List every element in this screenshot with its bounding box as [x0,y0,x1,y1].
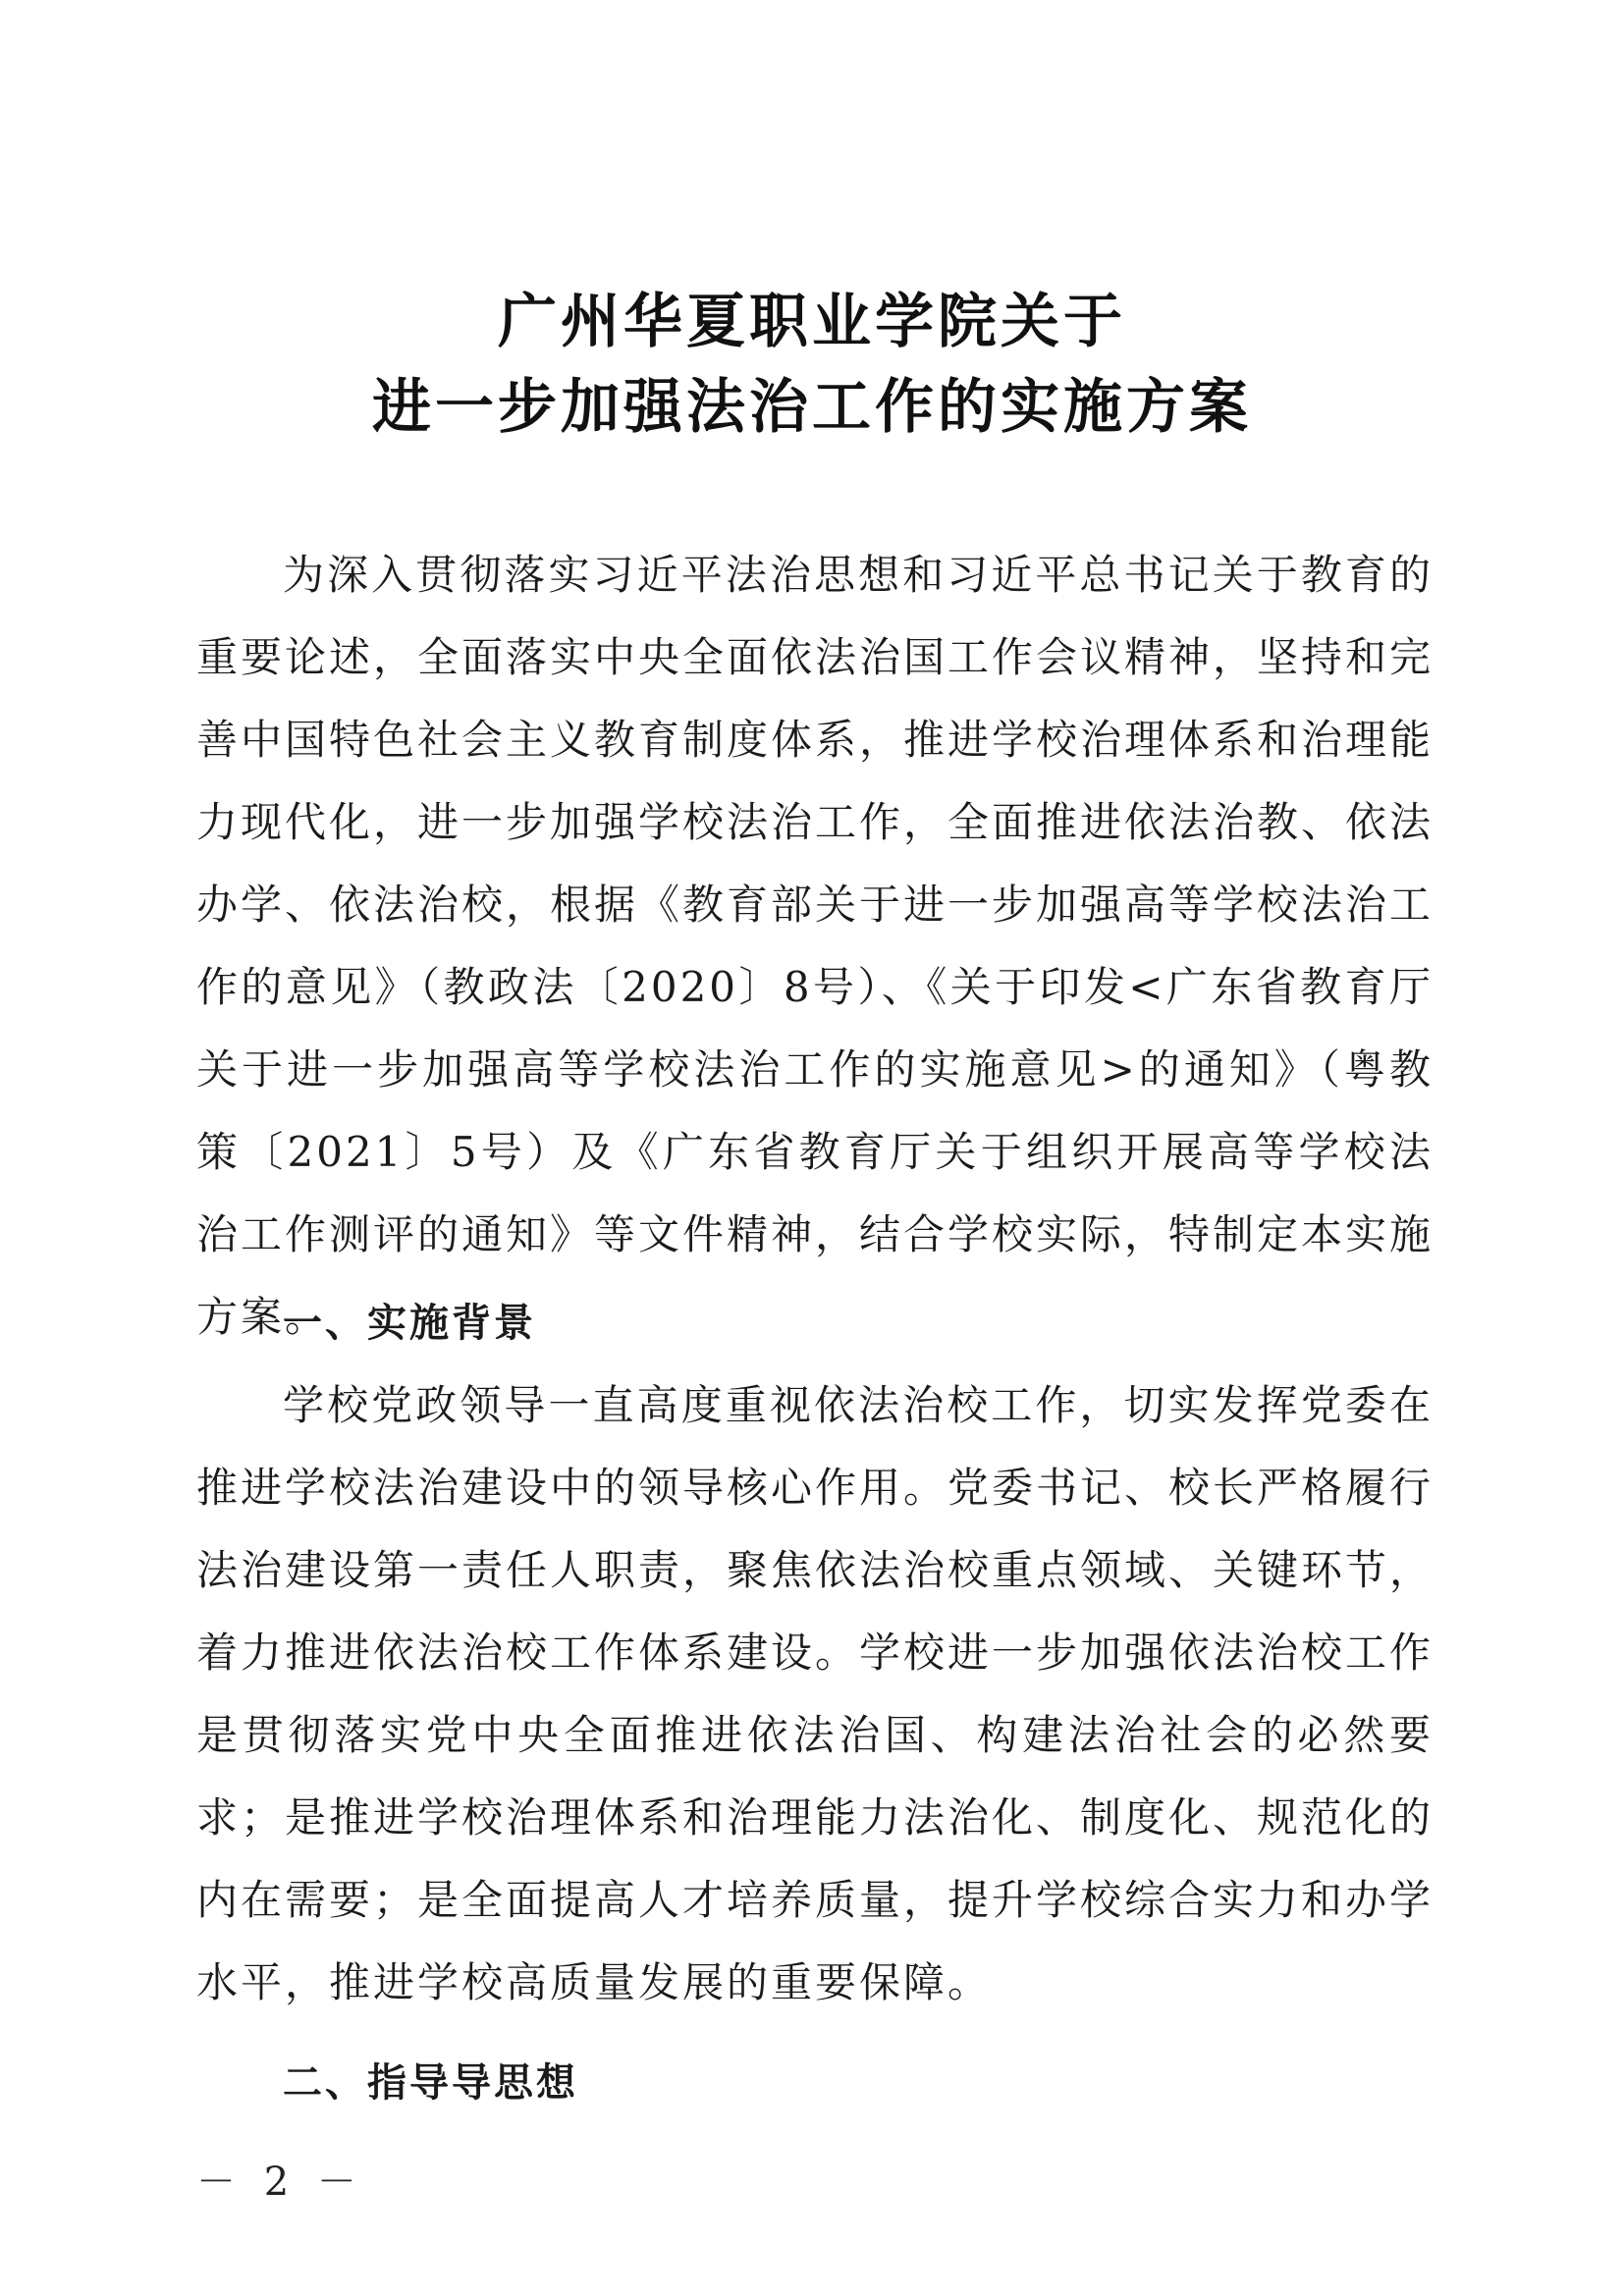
intro-paragraph: 为深入贯彻落实习近平法治思想和习近平总书记关于教育的重要论述，全面落实中央全面依法治国工作会议精神，坚持和完善中国特色社会主义教育制度体系，推进学校治理体系和治理能力现代化，进一步加强学校法治工作，全面推进依法治教、依法办学、依法治校，根据《教育部关于进一步加强高等学校法治工作的意见》（教政法〔2020〕8号）、《关于印发<广东省教育厅关于进一步加强高等学校法治工作的实施意见>的通知》（粤教策〔2021〕5号）及《广东省教育厅关于组织开展高等学校法治工作测评的通知》等文件精神，结合学校实际，特制定本实施方案。 [196,551,1435,1341]
section-paragraph-background: 学校党政领导一直高度重视依法治校工作，切实发挥党委在推进学校法治建设中的领导核心作用。党委书记、校长严格履行法治建设第一责任人职责，聚焦依法治校重点领域、关键环节，着力推进依法治校工作体系建设。学校进一步加强依法治校工作是贯彻落实党中央全面推进依法治国、构建法治社会的必然要求；是推进学校治理体系和治理能力法治化、制度化、规范化的内在需要；是全面提高人才培养质量，提升学校综合实力和办学水平，推进学校高质量发展的重要保障。 [196,1381,1435,2006]
document-title-line-2: 进一步加强法治工作的实施方案 [372,373,1252,442]
section-heading-background: 一、实施背景 [283,1301,536,1346]
document-title-line-1: 广州华夏职业学院关于 [498,288,1126,356]
section-heading-guiding-thought: 二、指导导思想 [283,2060,578,2106]
page-number: － 2 － [196,2160,364,2205]
